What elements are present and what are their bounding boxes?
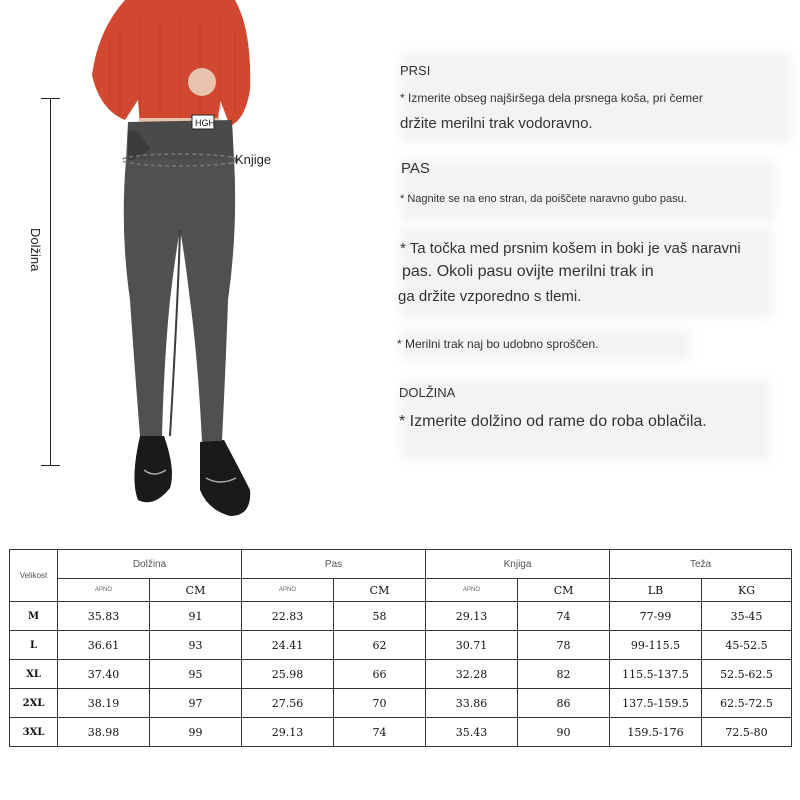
unit-header: CM <box>518 579 610 602</box>
bust-text-1: * Izmerite obseg najširšega dela prsnega koša, pri čemer <box>400 91 703 105</box>
table-cell: 72.5-80 <box>702 718 792 747</box>
waist-text-3: pas. Okoli pasu ovijte merilni trak in <box>402 263 654 280</box>
length-dimension-label: Dolžina <box>28 228 43 272</box>
waist-text-1: * Nagnite se na eno stran, da poiščete naravno gubo pasu. <box>400 193 687 205</box>
waist-text-5: * Merilni trak naj bo udobno sproščen. <box>397 337 599 351</box>
unit-header: LB <box>610 579 702 602</box>
text-shade <box>400 160 776 220</box>
table-cell: 24.41 <box>242 631 334 660</box>
group-header-waist: Pas <box>242 550 426 579</box>
length-heading: DOLŽINA <box>399 385 456 400</box>
table-cell: 159.5-176 <box>610 718 702 747</box>
table-row <box>10 602 792 631</box>
table-row <box>10 660 792 689</box>
table-cell: 32.28 <box>426 660 518 689</box>
hip-measure-label: Knjige <box>235 152 272 167</box>
length-dimension-line <box>50 98 51 465</box>
unit-header: CM <box>334 579 426 602</box>
table-cell: 99-115.5 <box>610 631 702 660</box>
table-cell: 82 <box>518 660 610 689</box>
table-cell: 45-52.5 <box>702 631 792 660</box>
size-label: 3XL <box>10 718 58 747</box>
table-cell: 35-45 <box>702 602 792 631</box>
size-label: 2XL <box>10 689 58 718</box>
size-label: M <box>10 602 58 631</box>
waist-text-2: * Ta točka med prsnim košem in boki je vaš naravni <box>400 240 741 257</box>
table-row <box>10 718 792 747</box>
table-header-row <box>10 550 792 579</box>
group-header-hip: Knjiga <box>426 550 610 579</box>
waist-text-4: ga držite vzporedno s tlemi. <box>398 288 582 305</box>
unit-header: APNO <box>426 579 518 602</box>
size-column-header: Velikost <box>10 550 58 602</box>
unit-header: KG <box>702 579 792 602</box>
table-cell: 38.19 <box>58 689 150 718</box>
table-cell: 35.43 <box>426 718 518 747</box>
svg-text:HGH: HGH <box>195 118 215 128</box>
table-cell: 35.83 <box>58 602 150 631</box>
table-cell: 97 <box>150 689 242 718</box>
table-cell: 29.13 <box>242 718 334 747</box>
unit-header: APNO <box>58 579 150 602</box>
size-label: XL <box>10 660 58 689</box>
unit-header: CM <box>150 579 242 602</box>
table-unit-row <box>10 579 792 602</box>
table-cell: 74 <box>518 602 610 631</box>
table-cell: 62 <box>334 631 426 660</box>
size-chart-table <box>9 549 792 747</box>
table-cell: 78 <box>518 631 610 660</box>
table-cell: 27.56 <box>242 689 334 718</box>
table-cell: 77-99 <box>610 602 702 631</box>
table-cell: 93 <box>150 631 242 660</box>
waist-heading: PAS <box>401 160 430 177</box>
table-cell: 37.40 <box>58 660 150 689</box>
bust-heading: PRSI <box>400 63 431 78</box>
table-cell: 137.5-159.5 <box>610 689 702 718</box>
table-cell: 33.86 <box>426 689 518 718</box>
table-cell: 58 <box>334 602 426 631</box>
table-cell: 115.5-137.5 <box>610 660 702 689</box>
table-cell: 74 <box>334 718 426 747</box>
table-cell: 91 <box>150 602 242 631</box>
model-illustration <box>80 0 280 530</box>
table-cell: 30.71 <box>426 631 518 660</box>
length-dimension-cap-bottom <box>41 465 60 466</box>
table-cell: 66 <box>334 660 426 689</box>
table-cell: 25.98 <box>242 660 334 689</box>
measuring-guide <box>396 0 796 480</box>
table-cell: 52.5-62.5 <box>702 660 792 689</box>
table-cell: 99 <box>150 718 242 747</box>
table-cell: 70 <box>334 689 426 718</box>
table-cell: 95 <box>150 660 242 689</box>
table-cell: 90 <box>518 718 610 747</box>
group-header-length: Dolžina <box>58 550 242 579</box>
table-row <box>10 689 792 718</box>
table-row <box>10 631 792 660</box>
group-header-weight: Teža <box>610 550 792 579</box>
table-cell: 29.13 <box>426 602 518 631</box>
bust-text-2: držite merilni trak vodoravno. <box>400 115 593 132</box>
table-cell: 62.5-72.5 <box>702 689 792 718</box>
model-figure <box>0 0 380 530</box>
table-cell: 22.83 <box>242 602 334 631</box>
length-text-1: * Izmerite dolžino od rame do roba oblačila. <box>399 413 707 430</box>
table-cell: 86 <box>518 689 610 718</box>
table-cell: 38.98 <box>58 718 150 747</box>
unit-header: APNO <box>242 579 334 602</box>
table-cell: 36.61 <box>58 631 150 660</box>
size-label: L <box>10 631 58 660</box>
